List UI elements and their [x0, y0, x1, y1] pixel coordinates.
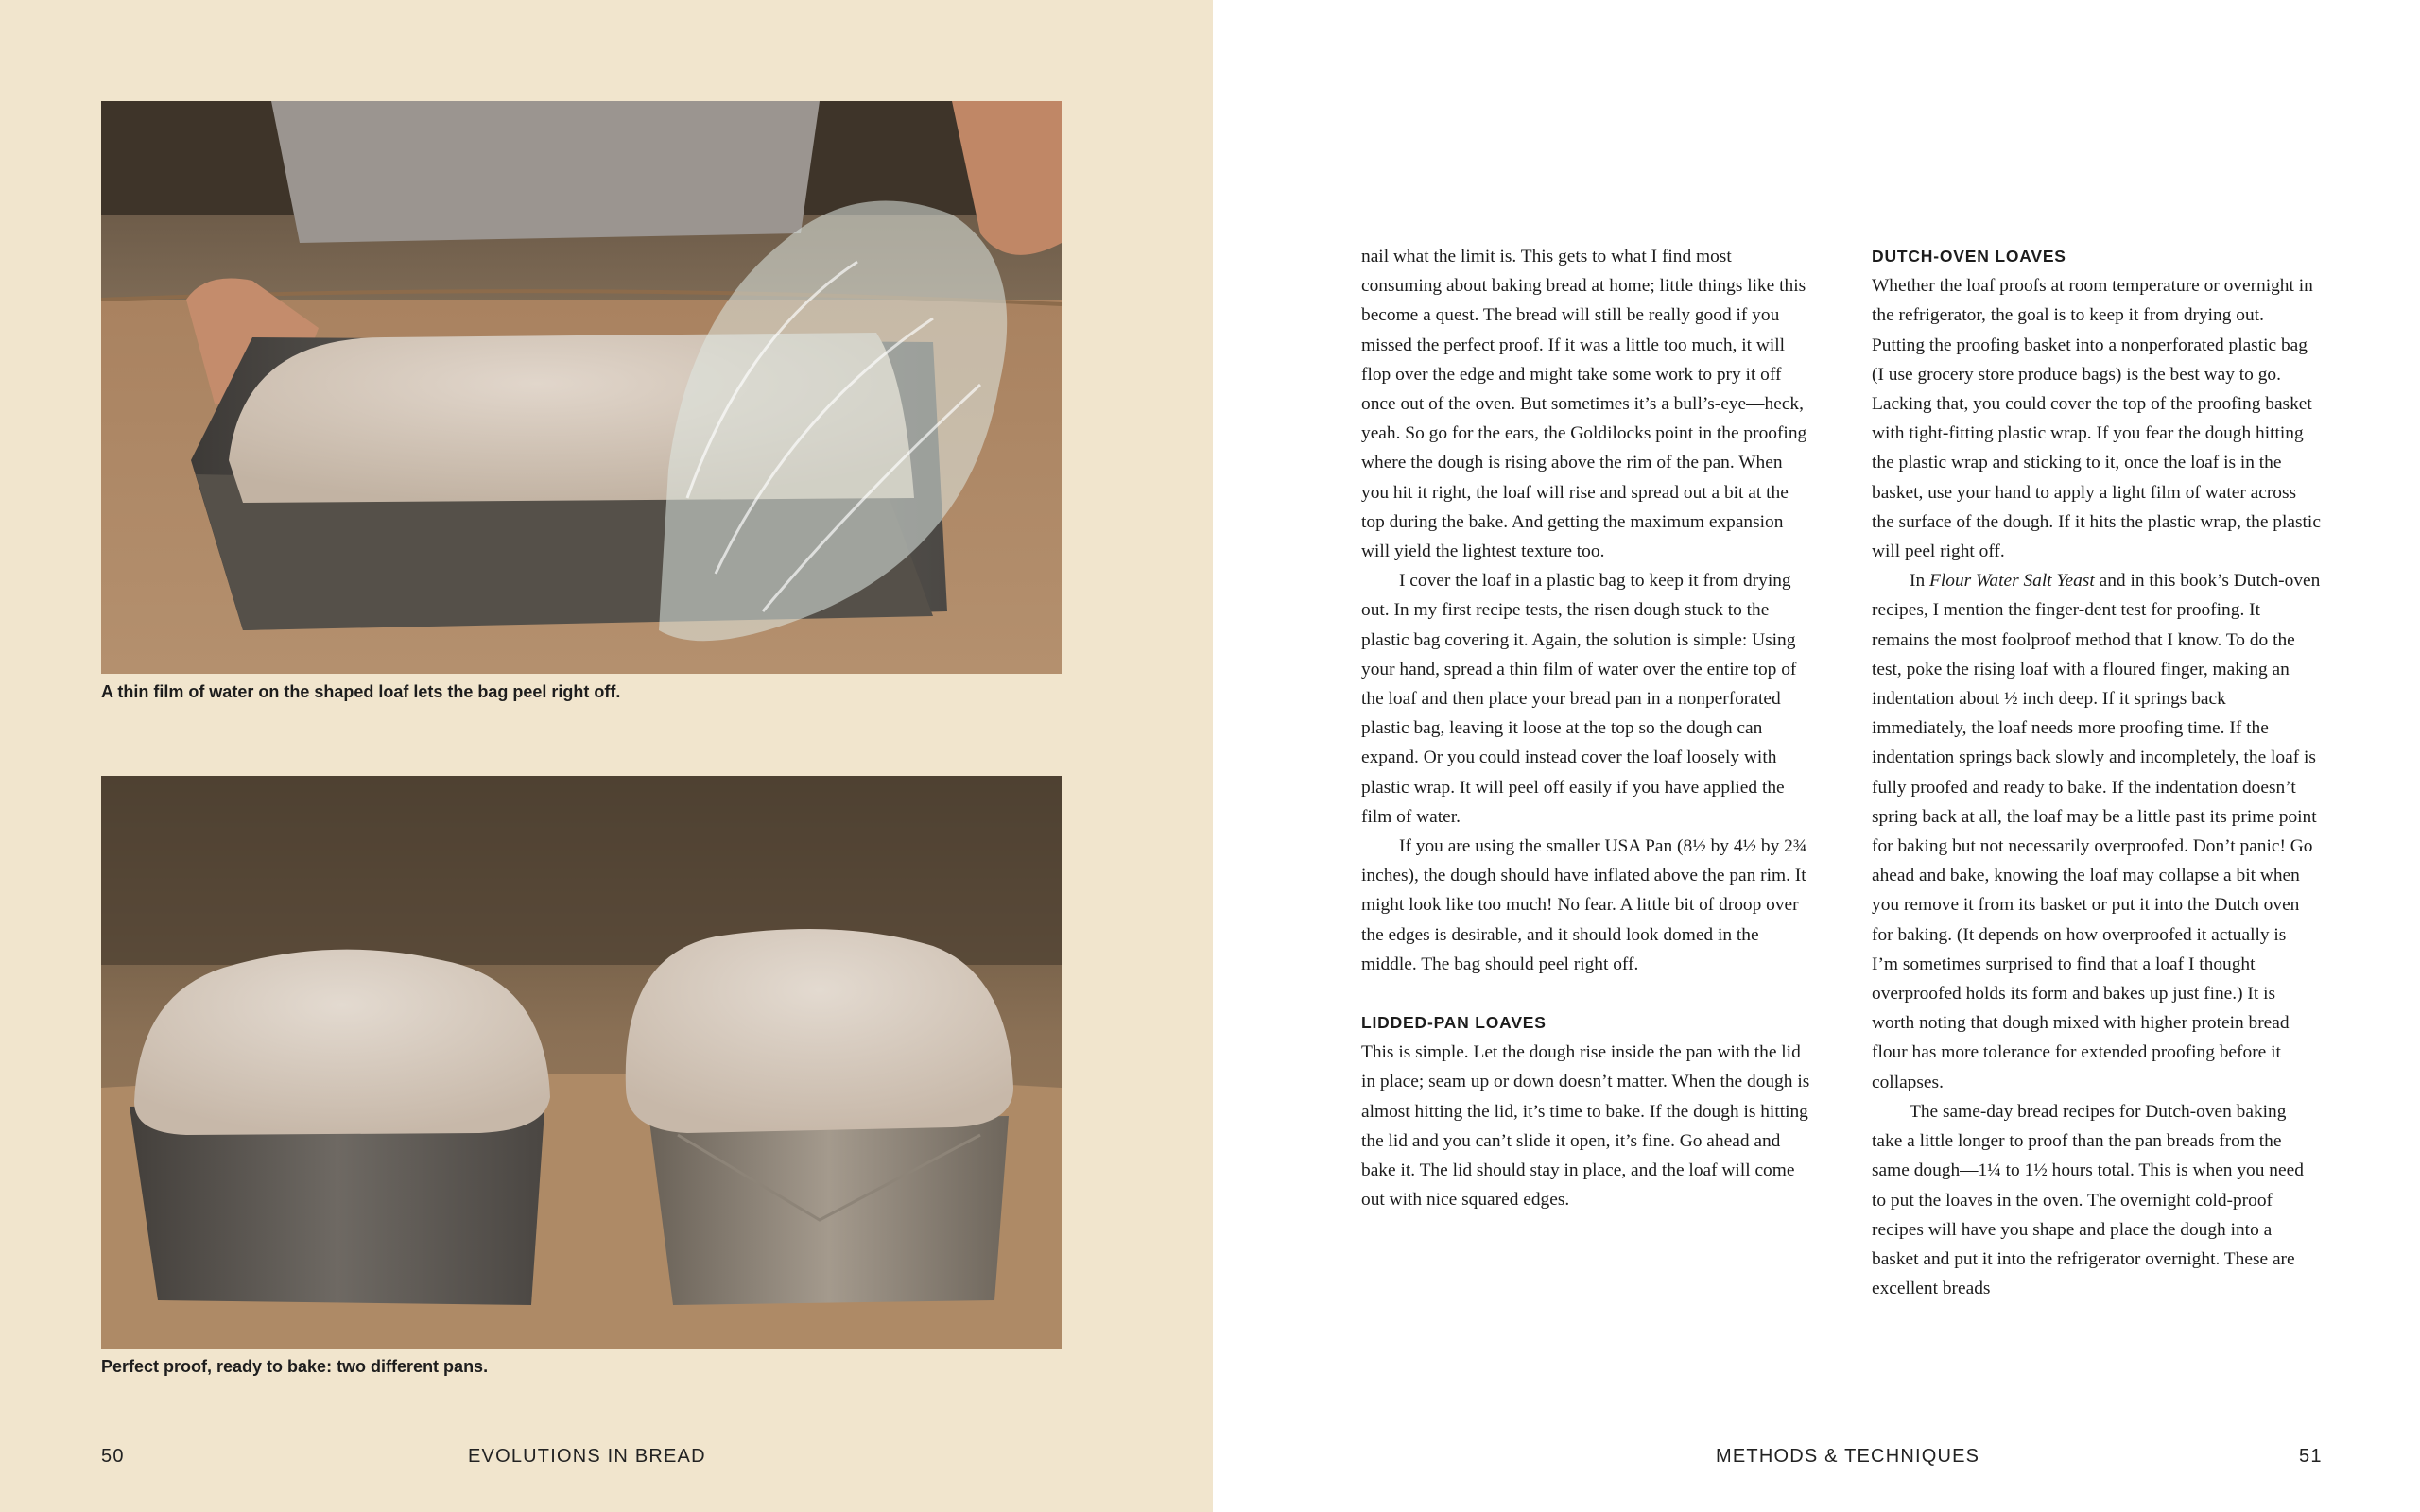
paragraph: nail what the limit is. This gets to what I find most consuming about baking bread at home; little things like this become a quest. The bread will still be really good if you missed the perfect proof. If it was a little too much, it will flop over the edge and might take some work to pry it off once out of the oven. But sometimes it’s a bull’s-eye—heck, yeah. So go for the ears, the Goldilocks point in the proofing where the dough is rising above the rim of the pan. When you hit it right, the loaf will rise and spread out a bit at the top during the bake. And getting the maximum expansion will yield the lightest texture too. — [1361, 247, 1807, 562]
text-column-2 — [1872, 242, 2321, 1303]
paragraph-rest: and in this book’s Dutch-oven recipes, I mention the finger-dent test for proofing. It remains the most foolproof method that I know. To do the test, poke the rising loaf with a floured finger, making an indentation about ½ inch deep. If it springs back immediately, the loaf needs more proofing time. If the indentation springs back slowly and incompletely, the loaf is fully proofed and ready to bake. If the indentation doesn’t spring back at all, the loaf may be a little past its prime point for baking but not necessarily overproofed. Don’t panic! Go ahead and bake, knowing the loaf may collapse a bit when you remove it from its basket or put it into the Dutch oven for baking. (It depends on how overproofed it actually is—I’m sometimes surprised to find that a loaf I thought overproofed holds its form and bakes up just fine.) It is worth noting that dough mixed with higher protein bread flour has more tolerance for extended proofing before it collapses. — [1872, 571, 2321, 1092]
book-title: Flour Water Salt Yeast — [1929, 571, 2095, 592]
paragraph: I cover the loaf in a plastic bag to keep it from drying out. In my first recipe tests, the risen dough stuck to the plastic bag covering it. Again, the solution is simple: Using your hand, spread a thin film of water over the entire top of the loaf and then place your bread pan in a nonperforated plastic bag, leaving it loose at the top so the dough can expand. Or you could instead cover the loaf loosely with plastic wrap. It will peel off easily if you have applied the film of water. — [1361, 571, 1797, 827]
page-number-left: 50 — [101, 1446, 125, 1467]
running-head-left: EVOLUTIONS IN BREAD — [468, 1446, 706, 1467]
running-head-right: METHODS & TECHNIQUES — [1716, 1446, 1980, 1467]
text-column-1 — [1361, 242, 1810, 1215]
paragraph: The same-day bread recipes for Dutch-oven baking take a little longer to proof than the pan breads from the same dough—1¼ to 1½ hours total. This is when you need to put the loaves in the oven. The overnight cold-proof recipes will have you shape and place the dough into a basket and put it into the refrigerator overnight. These are excellent breads — [1872, 1101, 2304, 1299]
photo-2-caption: Perfect proof, ready to bake: two different pans. — [101, 1357, 489, 1376]
paragraph — [1872, 566, 2321, 1097]
paragraph-lead: In — [1910, 571, 1930, 592]
photo-two-loaves-image — [101, 776, 1062, 1349]
paragraph: If you are using the smaller USA Pan (8½ by 4½ by 2¾ inches), the dough should have inflated above the pan rim. It might look like too much! No fear. A little bit of droop over the edges is desirable, and it should look domed in the middle. The bag should peel right off. — [1361, 836, 1807, 974]
photo-loaf-plastic-bag-image — [101, 101, 1062, 674]
paragraph: This is simple. Let the dough rise inside the pan with the lid in place; seam up or down doesn’t matter. When the dough is almost hitting the lid, it’s time to bake. If the dough is hitting the lid and you can’t slide it open, it’s fine. Go ahead and bake it. The lid should stay in place, and the loaf will come out with nice squared edges. — [1361, 1042, 1810, 1211]
page-number-right: 51 — [2299, 1446, 2323, 1467]
photo-1-caption: A thin film of water on the shaped loaf lets the bag peel right off. — [101, 682, 621, 701]
section-heading-dutch-oven: DUTCH-OVEN LOAVES — [1872, 247, 2066, 266]
section-heading-lidded-pan: LIDDED-PAN LOAVES — [1361, 1013, 1547, 1033]
section-spacer — [1361, 979, 1810, 1008]
photo-loaf-plastic-bag — [101, 101, 1062, 674]
paragraph: Whether the loaf proofs at room temperature or overnight in the refrigerator, the goal is to keep it from drying out. Putting the proofing basket into a nonperforated plastic bag (I use grocery store produce bags) is the best way to go. Lacking that, you could cover the top of the proofing basket with tight-fitting plastic wrap. If you fear the dough hitting the plastic wrap and sticking to it, once the loaf is in the basket, use your hand to apply a light film of water across the surface of the dough. If it hits the plastic wrap, the plastic will peel right off. — [1872, 276, 2321, 562]
photo-two-loaves — [101, 776, 1062, 1349]
